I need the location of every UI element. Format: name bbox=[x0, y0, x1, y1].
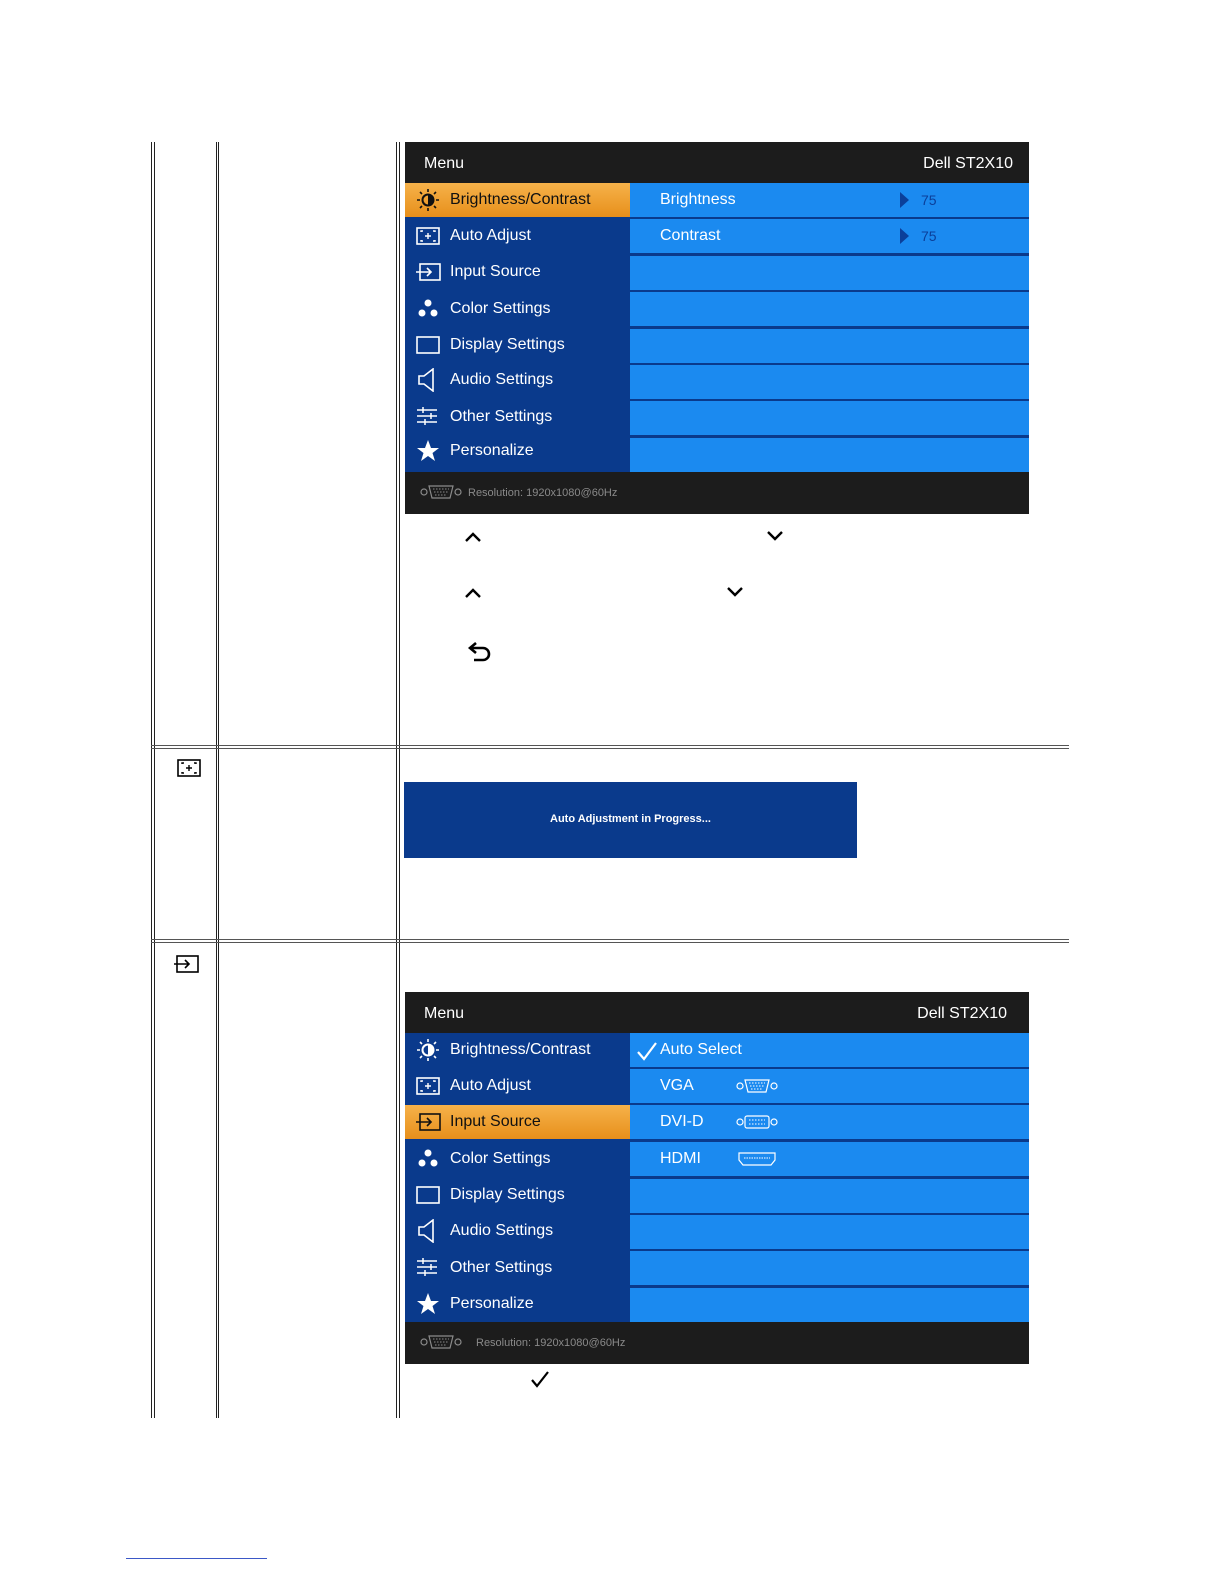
menu-item-label: Personalize bbox=[450, 442, 534, 459]
osd-header bbox=[405, 142, 1029, 183]
menu-item-label: Auto Adjust bbox=[450, 227, 531, 244]
osd-brightness-contrast bbox=[405, 142, 1029, 514]
menu-item-personalize[interactable] bbox=[405, 1287, 630, 1321]
auto-adjust-icon bbox=[415, 1074, 441, 1098]
triangle-right-icon bbox=[900, 192, 909, 208]
menu-item-label: Personalize bbox=[450, 1295, 534, 1312]
menu-item-label: Color Settings bbox=[450, 300, 551, 317]
menu-item-color-settings[interactable] bbox=[405, 1142, 630, 1176]
speaker-icon bbox=[415, 1219, 441, 1243]
osd-footer bbox=[405, 472, 1029, 514]
submenu-row-vga[interactable] bbox=[630, 1069, 1029, 1103]
menu-item-personalize[interactable] bbox=[405, 434, 630, 468]
submenu-row-auto-select[interactable] bbox=[630, 1033, 1029, 1067]
submenu-row-brightness[interactable] bbox=[630, 183, 1029, 217]
osd-main-menu bbox=[405, 1033, 630, 1322]
submenu-label: HDMI bbox=[660, 1150, 701, 1167]
osd-title: Menu bbox=[424, 1005, 465, 1022]
menu-item-audio-settings[interactable] bbox=[405, 363, 630, 397]
submenu-label: Auto Select bbox=[660, 1041, 742, 1058]
menu-item-label: Brightness/Contrast bbox=[450, 191, 591, 208]
menu-item-label: Audio Settings bbox=[450, 1222, 554, 1239]
down-arrow-icon bbox=[726, 586, 744, 598]
color-settings-icon bbox=[415, 1147, 441, 1171]
auto-adjust-dialog bbox=[404, 782, 857, 858]
table-left-border bbox=[151, 142, 152, 1418]
triangle-right-icon bbox=[900, 228, 909, 244]
submenu-row-empty bbox=[630, 292, 1029, 326]
menu-item-label: Input Source bbox=[450, 1113, 541, 1130]
submenu-label: Brightness bbox=[660, 191, 736, 208]
submenu-row-contrast[interactable] bbox=[630, 219, 1029, 253]
input-source-icon bbox=[415, 1110, 441, 1134]
column-divider-2-inner bbox=[399, 142, 400, 1418]
row-divider-2 bbox=[151, 939, 1069, 940]
menu-item-label: Audio Settings bbox=[450, 371, 554, 388]
submenu-row-empty bbox=[630, 1288, 1029, 1322]
submenu-value: 75 bbox=[921, 228, 937, 244]
color-settings-icon bbox=[415, 297, 441, 321]
submenu-row-empty bbox=[630, 1251, 1029, 1285]
submenu-label: VGA bbox=[660, 1077, 694, 1094]
up-arrow-icon bbox=[464, 587, 482, 599]
footer-link[interactable] bbox=[126, 1558, 267, 1559]
table-left-border-inner bbox=[154, 142, 155, 1418]
osd-input-source bbox=[405, 992, 1029, 1364]
submenu-row-dvi[interactable] bbox=[630, 1105, 1029, 1139]
resolution-readout: Resolution: 1920x1080@60Hz bbox=[476, 1337, 626, 1349]
checkmark-icon bbox=[530, 1370, 550, 1388]
menu-item-brightness-contrast[interactable] bbox=[405, 183, 630, 217]
star-icon bbox=[415, 439, 441, 463]
row-divider-1-inner bbox=[151, 748, 1069, 749]
submenu-row-empty bbox=[630, 256, 1029, 290]
osd-model: Dell ST2X10 bbox=[917, 1005, 1007, 1022]
auto-adjust-icon bbox=[415, 224, 441, 248]
sliders-icon bbox=[415, 1256, 441, 1280]
input-source-icon bbox=[415, 260, 441, 284]
menu-item-display-settings[interactable] bbox=[405, 1178, 630, 1212]
down-arrow-icon bbox=[766, 530, 784, 542]
submenu-row-empty bbox=[630, 1215, 1029, 1249]
menu-item-auto-adjust[interactable] bbox=[405, 219, 630, 253]
submenu-row-hdmi[interactable] bbox=[630, 1142, 1029, 1176]
brightness-icon bbox=[415, 1038, 441, 1062]
resolution-readout: Resolution: 1920x1080@60Hz bbox=[468, 487, 618, 499]
menu-item-color-settings[interactable] bbox=[405, 292, 630, 326]
osd-header bbox=[405, 992, 1029, 1033]
submenu-label: Contrast bbox=[660, 227, 721, 244]
submenu-row-empty bbox=[630, 329, 1029, 363]
display-settings-icon bbox=[415, 333, 441, 357]
column-divider-2 bbox=[396, 142, 397, 1418]
row-divider-1 bbox=[151, 745, 1069, 746]
submenu-row-empty bbox=[630, 401, 1029, 435]
menu-item-input-source[interactable] bbox=[405, 1105, 630, 1139]
checkmark-icon bbox=[636, 1041, 658, 1061]
back-arrow-icon bbox=[466, 640, 492, 664]
submenu-row-empty bbox=[630, 438, 1029, 472]
vga-connector-icon bbox=[420, 1333, 462, 1351]
auto-adjust-message: Auto Adjustment in Progress... bbox=[550, 813, 711, 825]
menu-item-label: Brightness/Contrast bbox=[450, 1041, 591, 1058]
osd-main-menu bbox=[405, 183, 630, 472]
input-source-icon bbox=[173, 955, 199, 973]
menu-item-audio-settings[interactable] bbox=[405, 1214, 630, 1248]
menu-item-display-settings[interactable] bbox=[405, 328, 630, 362]
up-arrow-icon bbox=[464, 531, 482, 543]
sliders-icon bbox=[415, 405, 441, 429]
menu-item-label: Other Settings bbox=[450, 1259, 553, 1276]
osd-footer bbox=[405, 1322, 1029, 1364]
star-icon bbox=[415, 1292, 441, 1316]
menu-item-brightness-contrast[interactable] bbox=[405, 1033, 630, 1067]
row-divider-2-inner bbox=[151, 942, 1069, 943]
column-divider-1 bbox=[216, 142, 217, 1418]
osd-submenu bbox=[630, 183, 1029, 472]
menu-item-label: Display Settings bbox=[450, 336, 565, 353]
submenu-label: DVI-D bbox=[660, 1113, 704, 1130]
osd-model: Dell ST2X10 bbox=[923, 155, 1013, 172]
menu-item-label: Other Settings bbox=[450, 408, 553, 425]
menu-item-other-settings[interactable] bbox=[405, 1251, 630, 1285]
menu-item-other-settings[interactable] bbox=[405, 400, 630, 434]
menu-item-label: Input Source bbox=[450, 263, 541, 280]
osd-submenu bbox=[630, 1033, 1029, 1322]
hdmi-connector-icon bbox=[736, 1150, 778, 1168]
menu-item-label: Display Settings bbox=[450, 1186, 565, 1203]
display-settings-icon bbox=[415, 1183, 441, 1207]
brightness-icon bbox=[415, 188, 441, 212]
speaker-icon bbox=[415, 368, 441, 392]
vga-connector-icon bbox=[420, 483, 462, 501]
vga-connector-icon bbox=[736, 1077, 778, 1095]
submenu-value: 75 bbox=[921, 192, 937, 208]
osd-title: Menu bbox=[424, 155, 465, 172]
column-divider-1-inner bbox=[218, 142, 219, 1418]
auto-adjust-icon bbox=[177, 759, 201, 777]
submenu-row-empty bbox=[630, 365, 1029, 399]
menu-item-label: Color Settings bbox=[450, 1150, 551, 1167]
menu-item-auto-adjust[interactable] bbox=[405, 1069, 630, 1103]
submenu-row-empty bbox=[630, 1179, 1029, 1213]
menu-item-input-source[interactable] bbox=[405, 255, 630, 289]
dvi-connector-icon bbox=[736, 1113, 778, 1131]
menu-item-label: Auto Adjust bbox=[450, 1077, 531, 1094]
